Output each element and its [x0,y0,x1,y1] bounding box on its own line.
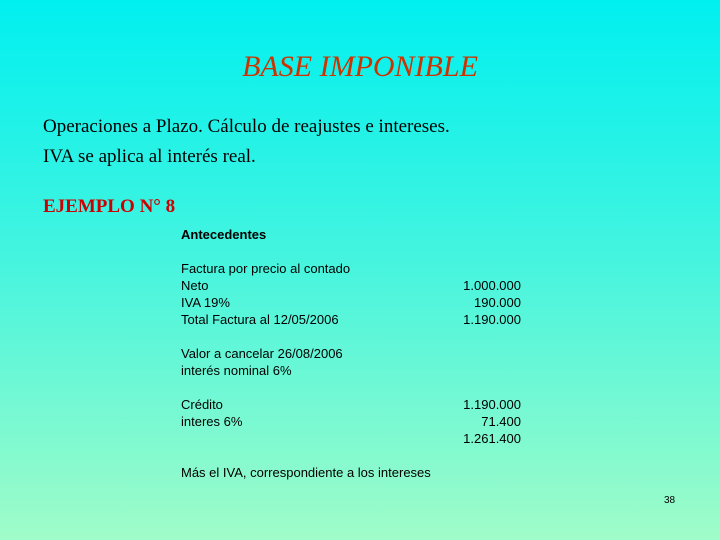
antecedentes-table [181,226,521,481]
row-label: interés nominal 6% [181,363,292,378]
row-label: Total Factura al 12/05/2006 [181,312,339,327]
row-value: 71.400 [481,414,521,429]
row-label: IVA 19% [181,295,230,310]
row-value: 1.190.000 [463,312,521,327]
row-label: Factura por precio al contado [181,261,351,276]
table-heading: Antecedentes [181,227,267,242]
slide-title: BASE IMPONIBLE [242,50,478,83]
intro-line-2: IVA se aplica al interés real. [43,146,256,167]
table-row [181,430,521,447]
row-value: 1.190.000 [463,397,521,412]
row-value: 1.000.000 [463,278,521,293]
table-row [181,311,521,328]
table-row [181,260,521,277]
table-row [181,396,521,413]
table-row [181,345,521,362]
page-number: 38 [664,495,676,506]
table-row [181,362,521,379]
intro-text [43,112,450,172]
table-footer [181,464,521,481]
row-label: Crédito [181,397,223,412]
row-value: 1.261.400 [463,431,521,446]
row-label: interes 6% [181,414,243,429]
table-row [181,413,521,430]
row-value: 190.000 [474,295,521,310]
row-label: Valor a cancelar 26/08/2006 [181,346,343,361]
intro-line-1: Operaciones a Plazo. Cálculo de reajustes e intereses. [43,116,450,137]
footer-note: Más el IVA, correspondiente a los intereses [181,465,431,480]
table-row [181,294,521,311]
row-label: Neto [181,278,209,293]
example-label: EJEMPLO N° 8 [43,196,176,217]
table-row [181,277,521,294]
